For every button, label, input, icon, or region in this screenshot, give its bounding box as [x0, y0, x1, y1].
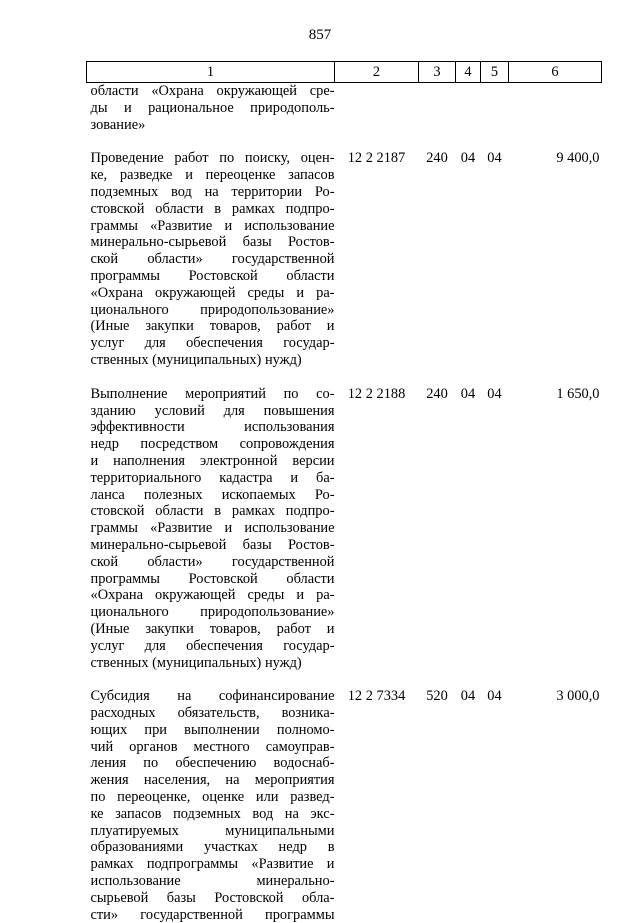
name-line: Субсидия на софинансирование [90, 688, 335, 705]
name-line: подземных вод на территории Ро- [90, 183, 335, 200]
name-line: услуг для обеспечения государ- [90, 637, 335, 654]
row-rz: 04 [460, 150, 476, 167]
table-row [87, 688, 602, 923]
name-line: стовской области в рамках подпро- [90, 503, 335, 520]
name-line: ционального природопользование» [90, 301, 335, 318]
header-col-3: 3 [419, 62, 456, 83]
row-amount: 3 000,0 [556, 688, 600, 705]
name-line: ке, разведке и переоценке запасов [90, 167, 335, 184]
page-number: 857 [308, 27, 332, 43]
name-line: ке запасов подземных вод на экс- [90, 805, 335, 822]
name-line: минерально-сырьевой базы Ростов- [90, 536, 335, 553]
row-pr: 04 [487, 688, 502, 705]
row-pr: 04 [487, 150, 502, 167]
table-row [87, 386, 602, 672]
header-row [87, 62, 602, 83]
name-line: плуатируемых муниципальными [90, 822, 335, 839]
row-vr: 240 [426, 150, 448, 167]
name-line: ской области» государственной [90, 553, 335, 570]
name-line: эффективности использования [90, 419, 335, 436]
budget-table [86, 61, 602, 923]
row-vr: 240 [426, 385, 448, 402]
name-line: сырьевой базы Ростовской обла- [90, 889, 335, 906]
row-pr: 04 [487, 385, 502, 402]
name-line: граммы «Развитие и использование [90, 520, 335, 537]
name-line: недр посредством сопровождения [90, 436, 335, 453]
row-name [87, 83, 335, 134]
row-rz [456, 83, 481, 134]
name-line: услуг для обеспечения государ- [90, 335, 335, 352]
header-col-2: 2 [335, 62, 419, 83]
row-code: 12 2 7334 [347, 688, 406, 705]
row-code: 12 2 2187 [347, 150, 406, 167]
header-col-4: 4 [456, 62, 481, 83]
name-line: и наполнения электронной версии [90, 452, 335, 469]
row-amount: 9 400,0 [556, 150, 600, 167]
name-line: по переоценке, оценке или развед- [90, 789, 335, 806]
name-line: использование минерально- [90, 873, 335, 890]
row-vr [419, 83, 456, 134]
row-rz: 04 [460, 688, 476, 705]
name-line: (Иные закупки товаров, работ и [90, 620, 335, 637]
name-line: ственных (муниципальных) нужд) [90, 351, 302, 368]
row-vr: 520 [426, 688, 448, 705]
name-line: Проведение работ по поиску, оцен- [90, 150, 335, 167]
name-line: чий органов местного самоуправ- [90, 738, 335, 755]
name-line: минерально-сырьевой базы Ростов- [90, 234, 335, 251]
name-line: территориального кадастра и ба- [90, 469, 335, 486]
name-line: жения населения, на мероприятия [90, 772, 335, 789]
row-name [87, 386, 335, 672]
name-line: программы Ростовской области [90, 267, 335, 284]
table-row [87, 83, 602, 134]
name-line: зование» [90, 116, 146, 133]
name-line: ланса полезных ископаемых Ро- [90, 486, 335, 503]
name-line: области «Охрана окружающей сре- [90, 83, 335, 99]
table-row [87, 150, 602, 368]
name-line: «Охрана окружающей среды и ра- [90, 587, 335, 604]
name-line: ственных (муниципальных) нужд) [90, 654, 302, 671]
name-line: (Иные закупки товаров, работ и [90, 318, 335, 335]
name-line: ционального природопользование» [90, 604, 335, 621]
header-col-1: 1 [87, 62, 335, 83]
row-pr [481, 83, 509, 134]
name-line: расходных обязательств, возника- [90, 705, 335, 722]
name-line: ления по обеспечению водоснаб- [90, 755, 335, 772]
name-line: стовской области в рамках подпро- [90, 200, 335, 217]
name-line: образованиями участках недр в [90, 839, 335, 856]
name-line: сти» государственной программы [90, 906, 335, 923]
header-col-5: 5 [481, 62, 509, 83]
name-line: программы Ростовской области [90, 570, 335, 587]
row-code [335, 83, 419, 134]
name-line: зданию условий для повышения [90, 402, 335, 419]
name-line: ды и рациональное природополь- [90, 99, 335, 116]
row-amount [509, 83, 602, 134]
name-line: граммы «Развитие и использование [90, 217, 335, 234]
row-rz: 04 [460, 385, 476, 402]
name-line: ской области» государственной [90, 251, 335, 268]
header-col-6: 6 [509, 62, 602, 83]
row-amount: 1 650,0 [556, 385, 600, 402]
name-line: ющих при выполнении полномо- [90, 721, 335, 738]
name-line: «Охрана окружающей среды и ра- [90, 284, 335, 301]
name-line: рамках подпрограммы «Развитие и [90, 856, 335, 873]
name-line: Выполнение мероприятий по со- [90, 385, 335, 402]
row-code: 12 2 2188 [347, 385, 406, 402]
row-name [87, 150, 335, 368]
row-name [87, 688, 335, 923]
